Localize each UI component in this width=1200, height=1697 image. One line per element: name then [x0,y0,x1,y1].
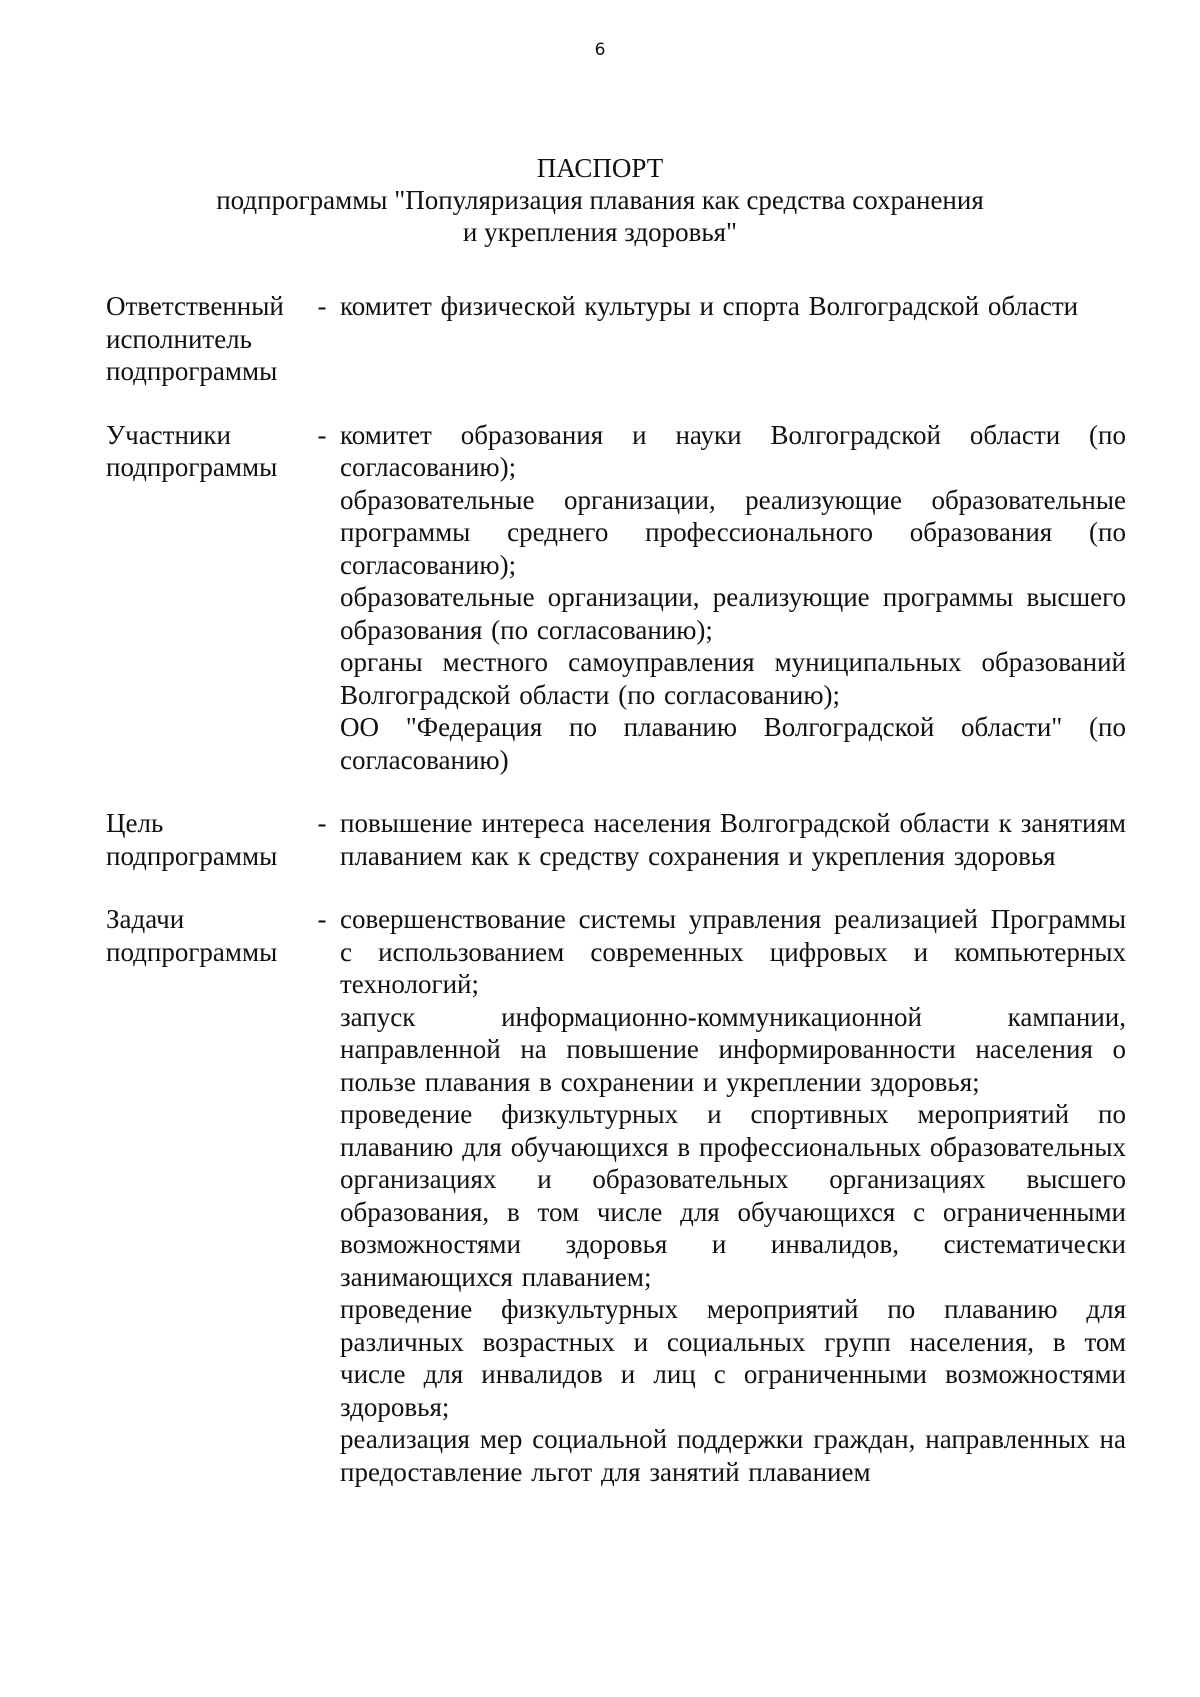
content-paragraph: комитет образования и науки Волгоградской области (по согласованию); [340,419,1126,482]
row-label [106,903,304,968]
title-line-2: подпрограммы "Популяризация плавания как средства сохранения [216,185,984,215]
content-paragraph: органы местного самоуправления муниципальных образований Волгоградской области (по согласованию); [340,647,1126,710]
title-line-3: и укрепления здоровья" [462,217,738,247]
title-line-1: ПАСПОРТ [536,153,664,183]
label-line: подпрограммы [106,452,278,482]
passport-row-tasks [106,903,1126,1488]
row-content [340,290,1126,323]
row-label [106,290,304,388]
label-line: подпрограммы [106,356,278,386]
content-paragraph: повышение интереса населения Волгоградской области к занятиям плаванием как к средству сохранения и укрепления здоровья [340,808,1126,871]
row-dash: - [317,291,327,321]
label-line: Задачи [106,904,185,934]
row-dash: - [317,419,327,450]
page-number: 6 [594,40,606,60]
passport-table [106,290,1126,1519]
row-label [106,807,304,872]
label-line: Ответственный [106,291,284,321]
row-dash: - [317,904,327,934]
label-line: Участники [106,419,231,450]
content-paragraph: образовательные организации, реализующие образовательные программы среднего профессионального образования (по согласованию); [340,484,1126,580]
row-content [340,419,1126,777]
label-line: Цель [106,808,164,838]
label-line: подпрограммы [106,936,278,967]
content-paragraph: комитет физической культуры и спорта Волгоградской области [340,291,1079,321]
row-content [340,807,1126,872]
content-paragraph: реализация мер социальной поддержки граждан, направленных на предоставление льгот для занятий плаванием [340,1424,1126,1487]
row-content [340,903,1126,1488]
row-dash: - [317,808,327,838]
content-paragraph: запуск информационно-коммуникационной кампании, направленной на повышение информированности населения о пользе плавания в сохранении и укреплении здоровья; [340,1001,1126,1097]
content-paragraph: ОО "Федерация по плаванию Волгоградской области" (по согласованию) [340,712,1126,775]
content-paragraph: проведение физкультурных мероприятий по плаванию для различных возрастных и социальных групп населения, в том числе для инвалидов и лиц с ограниченными возможностями здоровья; [340,1294,1126,1422]
content-paragraph: образовательные организации, реализующие программы высшего образования (по согласованию); [340,582,1126,645]
content-paragraph: совершенствование системы управления реализацией Программы с использованием современных цифровых и компьютерных технологий; [340,904,1126,999]
row-label [106,419,304,484]
label-line: подпрограммы [106,840,278,871]
passport-row-responsible [106,290,1126,388]
document-title [0,152,1200,248]
content-paragraph: проведение физкультурных и спортивных мероприятий по плаванию для обучающихся в профессиональных образовательных организациях и образовательных организациях высшего образования, в том числе для обучающихся с ограниченными возможностями здоровья и инвалидов, систематически занимающихся плаванием; [340,1099,1126,1292]
passport-row-goal [106,807,1126,872]
passport-row-participants [106,419,1126,777]
label-line: исполнитель [106,323,252,354]
